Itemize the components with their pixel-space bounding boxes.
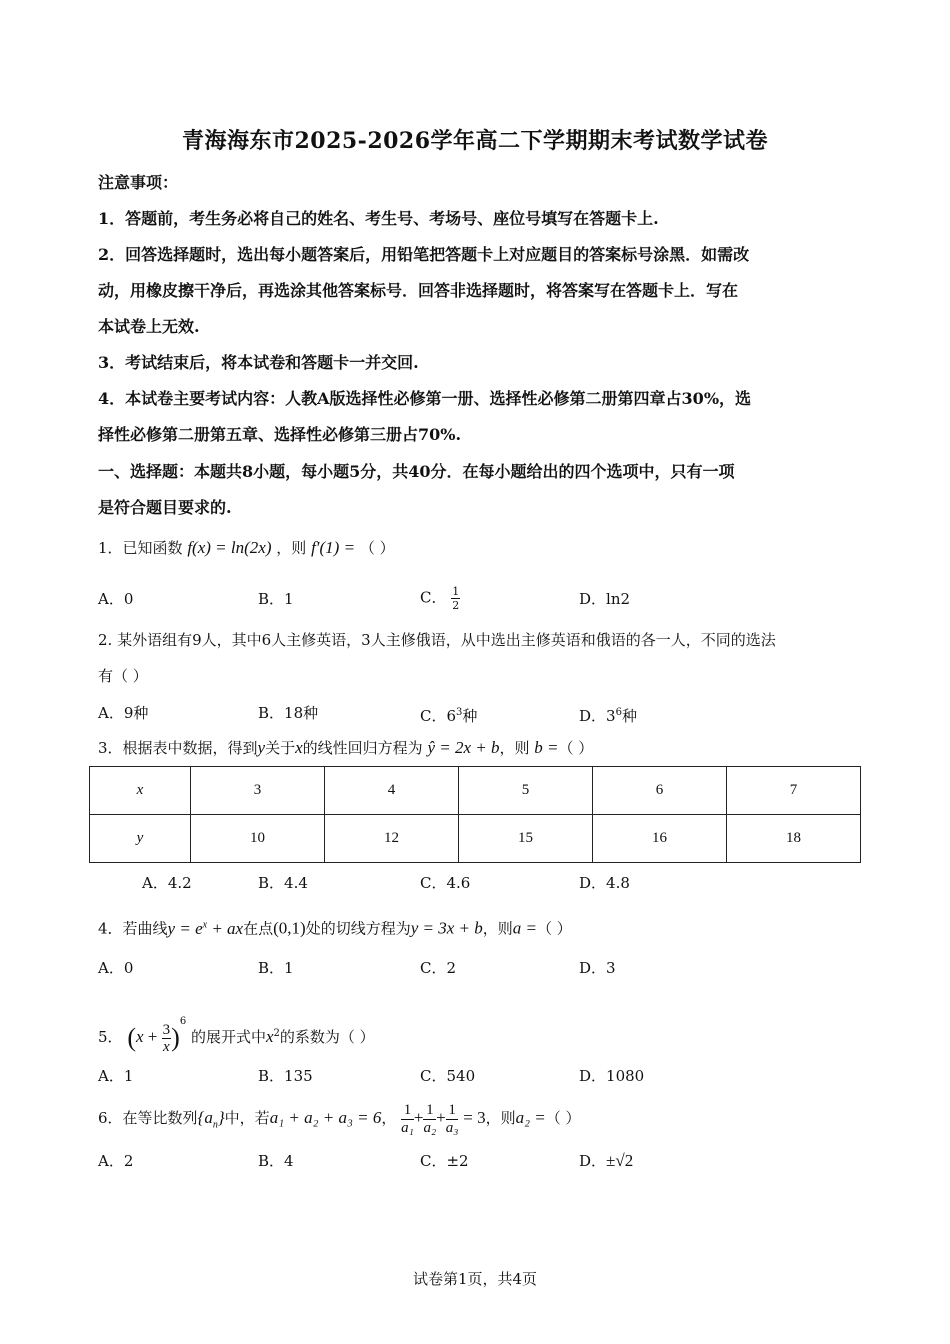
exam-title: 青海海东市2025-2026学年高二下学期期末考试数学试卷 (181, 128, 769, 154)
table-row (90, 767, 861, 815)
q6-sequence: $\{a_n\}$ (197, 1108, 225, 1131)
q6-option-d[interactable]: D．±√2 (579, 1151, 634, 1170)
q3-data-table (89, 766, 861, 863)
q6-fraction-2: $\frac{1}{\text{a₂}}$ (423, 1101, 437, 1136)
q3-option-a[interactable]: A．4.2 (142, 874, 192, 892)
table-cell: 16 (593, 815, 727, 863)
q3-option-c[interactable]: C．4.6 (420, 874, 471, 892)
q6-fraction-3: $\frac{1}{\text{a₃}}$ (445, 1101, 459, 1136)
table-cell: 6 (593, 767, 727, 815)
table-cell: 3 (191, 767, 325, 815)
q5-option-b[interactable]: B．135 (258, 1067, 313, 1085)
note-3: 3．考试结束后，将本试卷和答题卡一并交回. (98, 353, 419, 372)
table-cell: 5 (459, 767, 593, 815)
q5-option-c[interactable]: C．540 (420, 1067, 476, 1085)
q6-option-c[interactable]: C．±2 (420, 1152, 469, 1170)
table-cell: 18 (727, 815, 861, 863)
table-cell: 10 (191, 815, 325, 863)
q2-option-b[interactable]: B．18种 (258, 704, 319, 722)
q6-fraction-1: $\frac{1}{\text{a₁}}$ (401, 1101, 414, 1136)
q5-fraction: $\frac{3}{x}$ (162, 1021, 171, 1055)
q1-option-b[interactable]: B．1 (258, 590, 294, 608)
q1-fraction: $\frac{1}{2}$ (452, 585, 460, 612)
question-6: 6．在等比数列$\{a_n\}$中，若a₁ + a₂ + a₃ = 6， $\frac{1}{\text{a₁}}$ + $\frac{1}{\text{a₂}}$ + $\frac{1}{\text{a₃}}$ = 3，则a₂ =（ ） (98, 1101, 581, 1136)
q4-curve: $y = e^x$ + ax (167, 918, 244, 938)
q4-option-b[interactable]: B．1 (258, 959, 294, 977)
section-1-line-2: 是符合题目要求的. (98, 498, 232, 517)
q3-option-b[interactable]: B．4.4 (258, 874, 308, 892)
q6-option-a[interactable]: A．2 (98, 1152, 134, 1170)
question-5: 5． (x + $\frac{3}{x}$ )$^6$ 的展开式中$x^2$的系数为（ ） (98, 1016, 375, 1055)
table-row (90, 815, 861, 863)
q4-option-d[interactable]: D．3 (579, 959, 616, 977)
note-4-line-2: 择性必修第二册第五章、选择性必修第三册占70%. (98, 425, 462, 444)
q5-option-a[interactable]: A．1 (98, 1067, 134, 1085)
q1-derivative: f′(1) = (311, 538, 356, 557)
left-paren: ( (127, 1023, 136, 1052)
q1-function: f(x) = ln(2x) (187, 538, 272, 557)
note-2-line-2: 动，用橡皮擦干净后，再选涂其他答案标号．回答非选择题时，将答案写在答题卡上．写在 (98, 281, 739, 300)
note-2-line-1: 2．回答选择题时，选出每小题答案后，用铅笔把答题卡上对应题目的答案标号涂黑．如需改 (98, 245, 750, 264)
page-footer: 试卷第1页，共4页 (412, 1270, 538, 1288)
q6-option-b[interactable]: B．4 (258, 1152, 294, 1170)
question-1: 1．已知函数 f(x) = ln(2x) ，则 f′(1) = （ ） (98, 538, 395, 557)
q3-regression-equation: ŷ = 2x + b (427, 738, 500, 757)
note-1: 1．答题前，考生务必将自己的姓名、考生号、考场号、座位号填写在答题卡上. (98, 209, 659, 228)
table-cell: 7 (727, 767, 861, 815)
table-cell: y (90, 815, 191, 863)
section-1-line-1: 一、选择题：本题共8小题，每小题5分，共40分．在每小题给出的四个选项中，只有一项 (98, 462, 735, 481)
note-4-line-1: 4．本试卷主要考试内容：人教A版选择性必修第一册、选择性必修第二册第四章占30%，选 (98, 389, 752, 408)
q2-option-d[interactable]: D．$3^6$种 (579, 707, 637, 725)
q1-option-c[interactable]: C． $\frac{1}{2}$ (420, 585, 460, 612)
question-4: 4．若曲线$y = e^x$ + ax在点(0,1)处的切线方程为y = 3x + b，则a =（ ） (98, 918, 572, 938)
notes-heading: 注意事项： (98, 173, 179, 192)
q4-option-a[interactable]: A．0 (98, 959, 134, 977)
q4-option-c[interactable]: C．2 (420, 959, 457, 977)
table-cell: 15 (459, 815, 593, 863)
question-2-line-2: 有（ ） (98, 667, 148, 685)
q3-option-d[interactable]: D．4.8 (579, 874, 630, 892)
table-cell: 4 (325, 767, 459, 815)
q2-option-a[interactable]: A．9种 (98, 704, 149, 722)
question-3: 3．根据表中数据，得到y关于x的线性回归方程为 ŷ = 2x + b，则 b =（ ） (98, 738, 594, 757)
q1-option-a[interactable]: A．0 (98, 590, 134, 608)
table-cell: 12 (325, 815, 459, 863)
note-2-line-3: 本试卷上无效. (98, 317, 200, 336)
question-2-line-1: 2. 某外语组有9人，其中6人主修英语，3人主修俄语，从中选出主修英语和俄语的各一人，不同的选法 (98, 631, 776, 649)
q5-option-d[interactable]: D．1080 (579, 1067, 645, 1085)
q2-option-c[interactable]: C．$6^3$种 (420, 707, 478, 725)
table-cell: x (90, 767, 191, 815)
right-paren: ) (171, 1023, 180, 1052)
q1-option-d[interactable]: D．ln2 (579, 590, 631, 608)
